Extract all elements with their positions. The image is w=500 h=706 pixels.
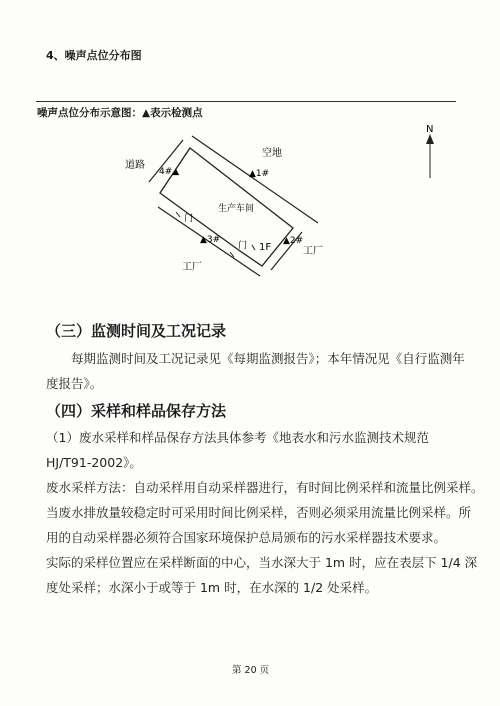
- body-line: 度报告》。: [46, 376, 103, 391]
- north-arrow: [426, 134, 434, 178]
- body-line: 每期监测时间及工况记录见《每期监测报告》；本年情况见《自行监测年: [71, 351, 465, 366]
- label-factory-left: 工厂: [182, 262, 202, 273]
- body-line: 废水采样方法：自动采样用自动采样器进行，有时间比例采样和流量比例采样。: [46, 480, 484, 495]
- north-label: N: [426, 124, 434, 135]
- body-line: 实际的采样位置应在采样断面的中心，当水深大于 1m 时，应在表层下 1/4 深: [46, 555, 478, 570]
- section-4-title: （四）采样和样品保存方法: [46, 402, 227, 420]
- diagram-caption: 噪声点位分布示意图：▲表示检测点: [37, 107, 203, 119]
- label-road: 道路: [125, 160, 145, 171]
- label-1f: 1F: [259, 242, 272, 253]
- monitor-point-3: ▲3#: [200, 235, 221, 245]
- noise-point-diagram: [0, 0, 500, 300]
- body-line: （1）废水采样和样品保存方法具体参考《地表水和污水监测技术规范: [46, 430, 429, 445]
- label-empty: 空地: [262, 148, 282, 159]
- monitor-point-1: ▲1#: [249, 169, 270, 179]
- page-number: 第 20 页: [232, 665, 270, 676]
- section-3-title: （三）监测时间及工况记录: [46, 322, 227, 340]
- monitor-point-2: ▲2#: [283, 236, 304, 246]
- label-door-1: 门: [184, 214, 194, 224]
- section-4-body: [46, 425, 484, 600]
- body-line: 当废水排放量较稳定时可采用时间比例采样，否则必须采用流量比例采样。所: [46, 505, 472, 520]
- body-line: HJ/T91-2002》。: [46, 455, 142, 470]
- label-workshop: 生产车间: [218, 204, 255, 214]
- monitor-point-4: 4#▲: [159, 167, 180, 177]
- section-3-body: [46, 346, 465, 396]
- body-line: 度处采样；水深小于或等于 1m 时，在水深的 1/2 处采样。: [46, 580, 378, 595]
- boundary-top: [192, 136, 318, 223]
- label-factory-right: 工厂: [303, 246, 323, 257]
- section-heading-noise-map: 4、噪声点位分布图: [46, 49, 142, 62]
- body-line: 用的自动采样器必须符合国家环境保护总局颁布的污水采样器技术要求。: [46, 530, 447, 545]
- label-door-2: 门: [238, 241, 248, 251]
